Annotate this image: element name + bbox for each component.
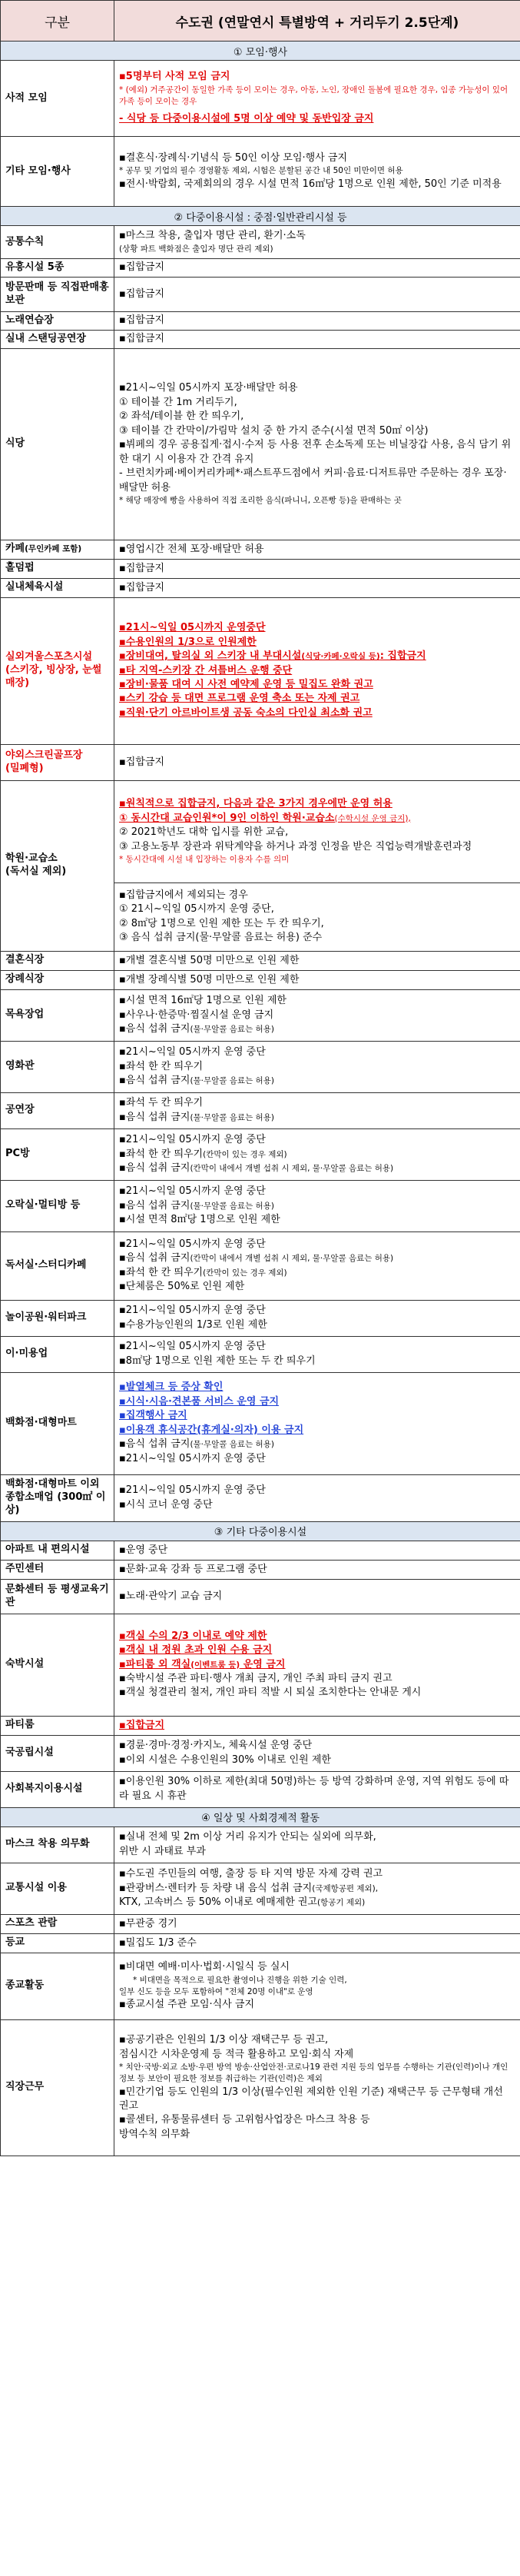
rule-line: 방역수칙 의무화 — [119, 2128, 190, 2140]
rule-note: (수학시설 운영 금지), — [334, 813, 411, 823]
row-category: 장례식장 — [1, 970, 114, 989]
row-category: 방문판매 등 직접판매홍보관 — [1, 278, 114, 312]
rule-line: ▪음식 섭취 금지 — [119, 1199, 190, 1212]
table-header-row — [1, 1, 520, 42]
rule-line: ▪개별 결혼식별 50명 미만으로 인원 제한 — [119, 954, 300, 966]
row-category: 홀덤펍 — [1, 559, 114, 578]
row-category: 종교활동 — [1, 1953, 114, 2019]
rule-line: ▪5명부터 사적 모임 금지 — [119, 71, 230, 83]
section-title-other-facilities: ③ 기타 다중이용시설 — [1, 1521, 520, 1541]
rule-line: ▪단체룸은 50%로 인원 제한 — [119, 1281, 245, 1293]
rule-line: ▪개별 장례식별 50명 미만으로 인원 제한 — [119, 973, 300, 986]
rule-line: ▪집합금지 — [119, 581, 165, 593]
rule-line: ▪집합금지 — [119, 261, 165, 274]
row-restaurant — [1, 348, 520, 540]
rule-line: ▪21시~익일 05시까지 운영중단 — [119, 622, 266, 634]
rule-line: ▪수도권 주민들의 여행, 출장 등 타 지역 방문 자제 강력 권고 — [119, 1868, 383, 1880]
rule-line: ▪좌석 한 칸 띄우기 — [119, 1148, 204, 1160]
rule-note: (칸막이 내에서 개별 섭취 시 제외, 물·무알콜 음료는 허용) — [190, 1254, 394, 1264]
rule-note: * 해당 매장에 빵을 사용하여 직접 조리한 음식(파니니, 오픈빵 등)을 판매하는 곳 — [119, 495, 402, 505]
rule-line: ▪숙박시설 주관 파티·행사 개최 금지, 개인 주최 파티 금지 권고 — [119, 1673, 392, 1684]
rule-line: ② 8㎡당 1명으로 인원 제한 또는 두 칸 띄우기, — [119, 917, 324, 929]
rule-line: ▪타 지역-스키장 간 셔틀버스 운행 중단 — [119, 664, 293, 676]
row-private-gathering — [1, 61, 520, 137]
rule-line: ▪장비대여, 탈의실 외 스키장 내 부대시설 — [119, 650, 302, 663]
row-category: 영화관 — [1, 1041, 114, 1092]
rule-line: ② 2021학년도 대학 입시를 위한 교습, — [119, 826, 289, 839]
row-category: 국공립시설 — [1, 1735, 114, 1771]
rule-line: ▪문화·교육 강좌 등 프로그램 중단 — [119, 1563, 267, 1575]
row-category: 공통수칙 — [1, 226, 114, 259]
section-title-gatherings: ① 모임·행사 — [1, 42, 520, 61]
row-category: 공연장 — [1, 1092, 114, 1128]
rule-line: ▪파티룸 외 객실 — [119, 1658, 191, 1670]
rule-line: ▪장비·물품 대여 시 사전 예약제 운영 등 밀집도 완화 권고 — [119, 679, 373, 690]
row-category: 실내 스탠딩공연장 — [1, 330, 114, 348]
rule-line: ▪음식 섭취 금지 — [119, 1075, 190, 1086]
row-academy — [1, 780, 520, 882]
rule-note: 일부 신도 등을 모두 포함하여 "전체 20명 이내"로 운영 — [119, 1986, 313, 1996]
rule-line: - 식당 등 다중이용시설에 5명 이상 예약 및 동반입장 금지 — [119, 113, 374, 125]
rule-line: 위반 시 과태료 부과 — [119, 1845, 206, 1857]
rule-line: ▪종교시설 주관 모임·식사 금지 — [119, 1999, 255, 2010]
rule-line: ③ 테이블 간 칸막이/가림막 설치 중 한 가지 준수(시설 면적 50㎡ 이상) — [119, 424, 429, 437]
rule-line: ▪결혼식·장례식·기념식 등 50인 이상 모임·행사 금지 — [119, 151, 348, 164]
row-category: 유흥시설 5종 — [1, 259, 114, 278]
rule-note: * 공무 및 기업의 필수 경영활동 제외, 시험은 분할된 공간 내 50인 미만이면 허용 — [119, 166, 403, 176]
rule-line: ▪21시~익일 05시까지 운영 중단 — [119, 1484, 266, 1497]
rule-line: ▪21시~익일 05시까지 운영 중단 — [119, 1341, 266, 1353]
row-category: 식당 — [1, 348, 114, 540]
row-category-note: (독서실 제외) — [5, 866, 67, 878]
rule-line: ▪시설 면적 16㎡당 1명으로 인원 제한 — [119, 995, 286, 1007]
rule-line: ▪마스크 착용, 출입자 명단 관리, 환기·소독 — [119, 230, 306, 242]
rule-line: KTX, 고속버스 등 50% 이내로 예매제한 권고 — [119, 1896, 317, 1908]
rule-line: ▪21시~익일 05시까지 포장·배달만 허용 — [119, 382, 298, 394]
rule-line: ① 21시~익일 05시까지 운영 중단, — [119, 903, 274, 916]
rule-line: - 브런치카페·베이커리카페*·패스트푸드점에서 커피·음료·디저트류만 주문하는 경우 포장·배달만 허용 — [119, 467, 507, 494]
rule-line: ▪집합금지 — [119, 288, 165, 300]
rule-line: ▪영업시간 전체 포장·배달만 허용 — [119, 543, 264, 555]
rule-line: ▪객실 청결관리 철저, 개인 파티 적발 시 퇴실 조치한다는 안내문 게시 — [119, 1687, 422, 1699]
rule-note: * 비대면을 목적으로 필요한 촬영이나 진행을 위한 기술 인력, — [133, 1975, 347, 1985]
row-category: 카페 — [5, 543, 25, 555]
row-category: 마스크 착용 의무화 — [1, 1826, 114, 1863]
rule-line: ▪이용인원 30% 이하로 제한(최대 50명)하는 등 방역 강화하며 운영, 지역 위험도 등에 따라 필요 시 휴관 — [119, 1776, 509, 1802]
rule-line: ▪사우나·한증막·찜질시설 운영 금지 — [119, 1009, 274, 1021]
rule-line: ▪운영 중단 — [119, 1544, 168, 1556]
rule-line: ▪콜센터, 유통물류센터 등 고위험사업장은 마스크 착용 등 — [119, 2114, 370, 2126]
rule-line: ▪객실 수의 2/3 이내로 예약 제한 — [119, 1630, 267, 1642]
row-category: 등교 — [1, 1933, 114, 1953]
rule-line: ▪좌석 두 칸 띄우기 — [119, 1097, 204, 1109]
row-category-note: (무인카페 포함) — [25, 544, 82, 554]
row-ski — [1, 597, 520, 744]
row-category: 사적 모임 — [1, 61, 114, 137]
rule-line: ▪집합금지 — [119, 333, 165, 345]
rule-line: ▪좌석 한 칸 띄우기 — [119, 1060, 204, 1072]
rule-line: ▪이용객 휴식공간(휴게실·의자) 이용 금지 — [119, 1424, 304, 1436]
rule-line: ▪뷔페의 경우 공용집게·접시·수저 등 사용 전후 손소독제 또는 비닐장갑 사용, 음식 담기 위한 대기 시 이용자 간 간격 유지 — [119, 439, 512, 465]
row-category: 아파트 내 편의시설 — [1, 1541, 114, 1560]
header-category: 구분 — [1, 1, 114, 42]
row-category: 이·미용업 — [1, 1336, 114, 1372]
header-title: 수도권 (연말연시 특별방역 + 거리두기 2.5단계) — [114, 1, 520, 42]
rule-note: (물·무알콜 음료는 허용) — [190, 1201, 274, 1211]
row-category: 백화점·대형마트 — [1, 1372, 114, 1474]
row-other-gathering — [1, 137, 520, 207]
rule-line: ▪21시~익일 05시까지 운영 중단 — [119, 1452, 266, 1464]
rule-line: ▪음식 섭취 금지 — [119, 1252, 190, 1265]
rule-line: ▪음식 섭취 금지 — [119, 1162, 190, 1174]
row-category-note: (스키장, 빙상장, 눈썰매장) — [5, 664, 102, 690]
rule-line: ▪객실 내 정원 초과 인원 수용 금지 — [119, 1644, 273, 1657]
rule-note: (칸막이 있는 경우 제외) — [203, 1268, 287, 1278]
row-category: 실내체육시설 — [1, 578, 114, 597]
row-category: 오락실·멀티방 등 — [1, 1180, 114, 1231]
row-category: 주민센터 — [1, 1560, 114, 1579]
rule-line-suffix: : 집합금지 — [379, 650, 426, 663]
rule-note: (칸막이 있는 경우 제외) — [203, 1149, 287, 1159]
rule-line: ▪집객행사 금지 — [119, 1410, 187, 1422]
rule-note: (물·무알콜 음료는 허용) — [190, 1112, 274, 1122]
rule-line: ▪음식 섭취 금지 — [119, 1438, 190, 1451]
rule-note: * (예외) 거주공간이 동일한 가족 등이 모이는 경우, 아동, 노인, 장애인 돌봄에 필요한 경우, 임종 가능성이 있어 가족 등이 모이는 경우 — [119, 85, 508, 106]
rule-line: ▪비대면 예배·미사·법회·시일식 등 실시 — [119, 1961, 290, 1973]
rule-line: ▪경륜·경마·경정·카지노, 체육시설 운영 중단 — [119, 1740, 313, 1752]
row-category: PC방 — [1, 1128, 114, 1180]
rule-line: ▪밀집도 1/3 준수 — [119, 1936, 197, 1949]
rule-line: ▪집합금지 — [119, 314, 165, 327]
rule-line: ▪수용인원의 1/3으로 인원제한 — [119, 636, 257, 648]
rule-note: (항공기 제외) — [317, 1898, 366, 1907]
rule-line: ▪실내 전체 및 2m 이상 거리 유지가 안되는 실외에 의무화, — [119, 1831, 376, 1843]
rule-line: ▪시식 코너 운영 중단 — [119, 1498, 213, 1511]
rule-line: ② 좌석/테이블 한 칸 띄우기, — [119, 410, 244, 423]
rule-line: ▪집합금지 — [119, 1719, 165, 1731]
row-category: 교통시설 이용 — [1, 1863, 114, 1914]
rule-line: ▪집합금지 — [119, 756, 165, 768]
rule-line: ▪직원·단기 아르바이트생 공동 숙소의 다인실 최소화 권고 — [119, 706, 373, 719]
row-category: 목욕장업 — [1, 989, 114, 1041]
rule-line: ③ 고용노동부 장관과 위탁계약을 하거나 과정 인정을 받은 직업능력개발훈련과정 — [119, 840, 472, 853]
row-category: 놀이공원·워터파크 — [1, 1300, 114, 1336]
rule-line: ▪좌석 한 칸 띄우기 — [119, 1266, 204, 1278]
rule-note: (물·무알콜 음료는 허용) — [190, 1076, 274, 1085]
rule-line: ③ 음식 섭취 금지(물·무알콜 음료는 허용) 준수 — [119, 932, 323, 944]
rule-line: ▪원칙적으로 집합금지, 다음과 같은 3가지 경우에만 운영 허용 — [119, 798, 392, 810]
row-category: 사회복지이용시설 — [1, 1771, 114, 1807]
rule-line: ▪전시·박람회, 국제회의의 경우 시설 면적 16㎡당 1명으로 인원 제한, 50인 기준 미적용 — [119, 178, 502, 190]
section-title-daily-life: ④ 일상 및 사회경제적 활동 — [1, 1807, 520, 1826]
rule-note: (식당·카페·오락실 등) — [301, 652, 380, 662]
rule-line: ① 동시간대 교습인원*이 9인 이하인 학원·교습소 — [119, 812, 335, 824]
row-category: 기타 모임·행사 — [1, 137, 114, 207]
rule-note: (물·무알콜 음료는 허용) — [190, 1025, 274, 1034]
rule-line: 점심시간 시차운영제 등 적극 활용하고 모임·회식 자제 — [119, 2048, 354, 2060]
rule-line: ▪21시~익일 05시까지 운영 중단 — [119, 1134, 266, 1146]
rule-line: ▪21시~익일 05시까지 운영 중단 — [119, 1238, 266, 1250]
rule-line: ▪스키 강습 등 대면 프로그램 운영 축소 또는 자제 권고 — [119, 693, 360, 705]
row-category: 실외겨울스포츠시설 — [5, 651, 93, 663]
rule-note: (이벤트룸 등) — [190, 1660, 240, 1670]
rule-line: ▪발열체크 등 증상 확인 — [119, 1381, 224, 1394]
rule-note: * 동시간대에 시설 내 입장하는 이용자 수를 의미 — [119, 855, 290, 865]
rule-line: ▪이외 시설은 수용인원의 30% 이내로 인원 제한 — [119, 1753, 331, 1766]
row-category: 노래연습장 — [1, 312, 114, 331]
rule-line: ① 테이블 간 1m 거리두기, — [119, 396, 237, 408]
rule-line: ▪시설 면적 8㎡당 1명으로 인원 제한 — [119, 1214, 280, 1225]
rule-note: (국제항공편 제외), — [312, 1883, 379, 1893]
rule-line: ▪8㎡당 1명으로 인원 제한 또는 두 칸 띄우기 — [119, 1354, 316, 1367]
row-category: 문화센터 등 평생교육기관 — [1, 1579, 114, 1614]
rule-line: ▪21시~익일 05시까지 운영 중단 — [119, 1046, 266, 1059]
section-title-facilities: ② 다중이용시설 : 중점·일반관리시설 등 — [1, 207, 520, 226]
rule-line: ▪노래·관악기 교습 금지 — [119, 1590, 223, 1602]
rule-line: ▪민간기업 등도 인원의 1/3 이상(필수인원 제외한 인원 기준) 재택근무 등 근무형태 개선 권고 — [119, 2086, 503, 2112]
rule-line: ▪음식 섭취 금지 — [119, 1111, 190, 1123]
rule-line: ▪공공기관은 인원의 1/3 이상 재택근무 등 권고, — [119, 2034, 329, 2046]
row-category: 독서실·스터디카페 — [1, 1231, 114, 1300]
rule-note: (물·무알콜 음료는 허용) — [190, 1440, 274, 1450]
row-category: 직장근무 — [1, 2019, 114, 2156]
rule-note: * 치안·국방·외교 소방·우편 방역 방송·산업안전·코로나19 관련 지원 등의 업무를 수행하는 기관(인력)이나 개인정보 등 보안이 필요한 정보를 취급하는 기관(인력)은 제외 — [119, 2062, 508, 2084]
row-category: 스포츠 관람 — [1, 1914, 114, 1933]
row-category: 숙박시설 — [1, 1614, 114, 1716]
rule-line: ▪수용가능인원의 1/3로 인원 제한 — [119, 1318, 267, 1331]
rule-line: ▪집합금지 — [119, 562, 165, 574]
row-category: 학원·교습소 — [5, 853, 58, 865]
rule-line: ▪21시~익일 05시까지 운영 중단 — [119, 1305, 266, 1317]
rule-line: ▪집합금지에서 제외되는 경우 — [119, 889, 248, 901]
row-category: 결혼식장 — [1, 951, 114, 970]
rule-line: ▪시식·시음·견본품 서비스 운영 금지 — [119, 1395, 280, 1408]
rule-line: ▪무관중 경기 — [119, 1917, 177, 1930]
rule-line: ▪음식 섭취 금지 — [119, 1023, 190, 1035]
rule-note: (상황 파트 백화점은 출입자 명단 관리 제외) — [119, 244, 273, 254]
row-category: 파티룸 — [1, 1716, 114, 1735]
rule-note: (칸막이 내에서 개별 섭취 시 제외, 물·무알콜 음료는 허용) — [190, 1164, 394, 1173]
rule-line: ▪관광버스·렌터카 등 차량 내 음식 섭취 금지 — [119, 1882, 313, 1894]
row-category-note: (밀폐형) — [5, 762, 44, 774]
row-category: 야외스크린골프장 — [5, 749, 83, 761]
row-category: 백화점·대형마트 이외 종합소매업 (300㎡ 이상) — [1, 1474, 114, 1521]
rule-line-suffix: 운영 금지 — [240, 1658, 286, 1670]
rule-line: ▪21시~익일 05시까지 운영 중단 — [119, 1185, 266, 1198]
